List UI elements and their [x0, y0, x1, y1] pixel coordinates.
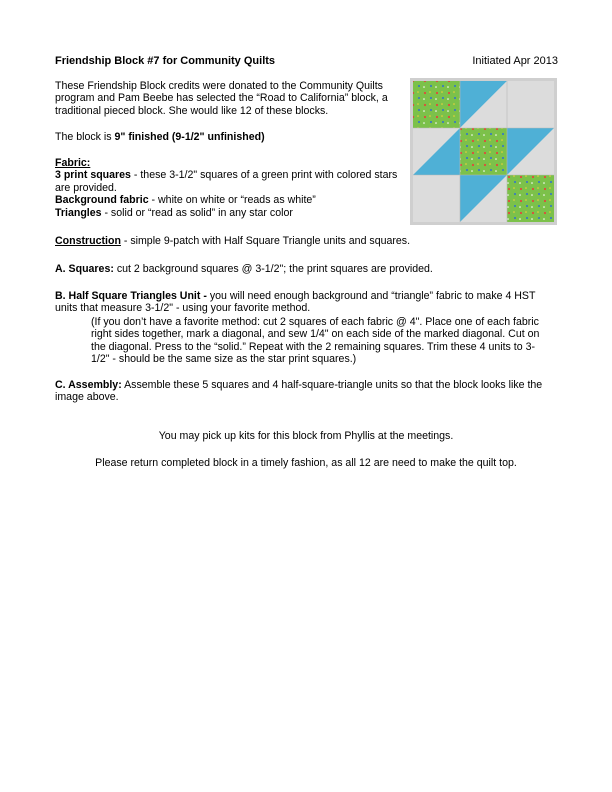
- squares-step: A. Squares: cut 2 background squares @ 3-1/2"; the print squares are provided.: [55, 263, 433, 275]
- assembly-step: C. Assembly: Assemble these 5 squares and 4 half-square-triangle units so that the block looks like the image above.: [55, 379, 543, 404]
- hst-step: B. Half Square Triangles Unit - you will need enough background and “triangle” fabric to make 4 HST units that measure 3-1/2" - using your favorite method.: [55, 290, 536, 315]
- triangles-line: Triangles - solid or “read as solid” in any star color: [55, 206, 293, 219]
- print-squares-line: 3 print squares - these 3-1/2" squares of a green print with colored stars: [55, 169, 398, 182]
- background-fabric-line: Background fabric - white on white or “reads as white”: [55, 194, 316, 207]
- document-title: Friendship Block #7 for Community Quilts: [55, 55, 276, 67]
- print-square-center: [460, 128, 507, 175]
- print-square-bottom-right: [507, 175, 554, 222]
- kit-pickup-note: You may pick up kits for this block from Phyllis at the meetings.: [158, 430, 454, 442]
- construction-line: Construction - simple 9-patch with Half Square Triangle units and squares.: [55, 235, 411, 247]
- initiated-date: Initiated Apr 2013: [472, 55, 558, 67]
- intro-paragraph: These Friendship Block credits were donated to the Community Quilts program and Pam Beebe has selected the “Road to California” block, a traditional pieced block. She would like 12 of these blocks.: [55, 80, 388, 117]
- quilt-block-image: [410, 78, 557, 225]
- print-square-top-left: [413, 81, 460, 128]
- hst-method-note: (If you don’t have a favorite method: cut 2 squares of each fabric @ 4". Place one of each fabric right sides together, mark a diagonal, and sew 1/4" on each side of the marked diagonal. Cut on the diagonal. Press to the “solid.” Repeat with the 2 remaining squares. Trim these 4 units to 3- 1/2" - should be the same size as the star print squares.): [91, 316, 540, 366]
- fabric-heading: Fabric:: [55, 157, 91, 169]
- return-note: Please return completed block in a timely fashion, as all 12 are need to make the quilt top.: [95, 457, 517, 469]
- fabric-section: Fabric: 3 print squares - these 3-1/2" squares of a green print with colored stars are provided. Background fabric - white on white or “reads as white” Triangles - solid or “read as solid” in any star color: [55, 157, 407, 219]
- finished-size: The block is 9" finished (9-1/2" unfinished): [55, 131, 265, 143]
